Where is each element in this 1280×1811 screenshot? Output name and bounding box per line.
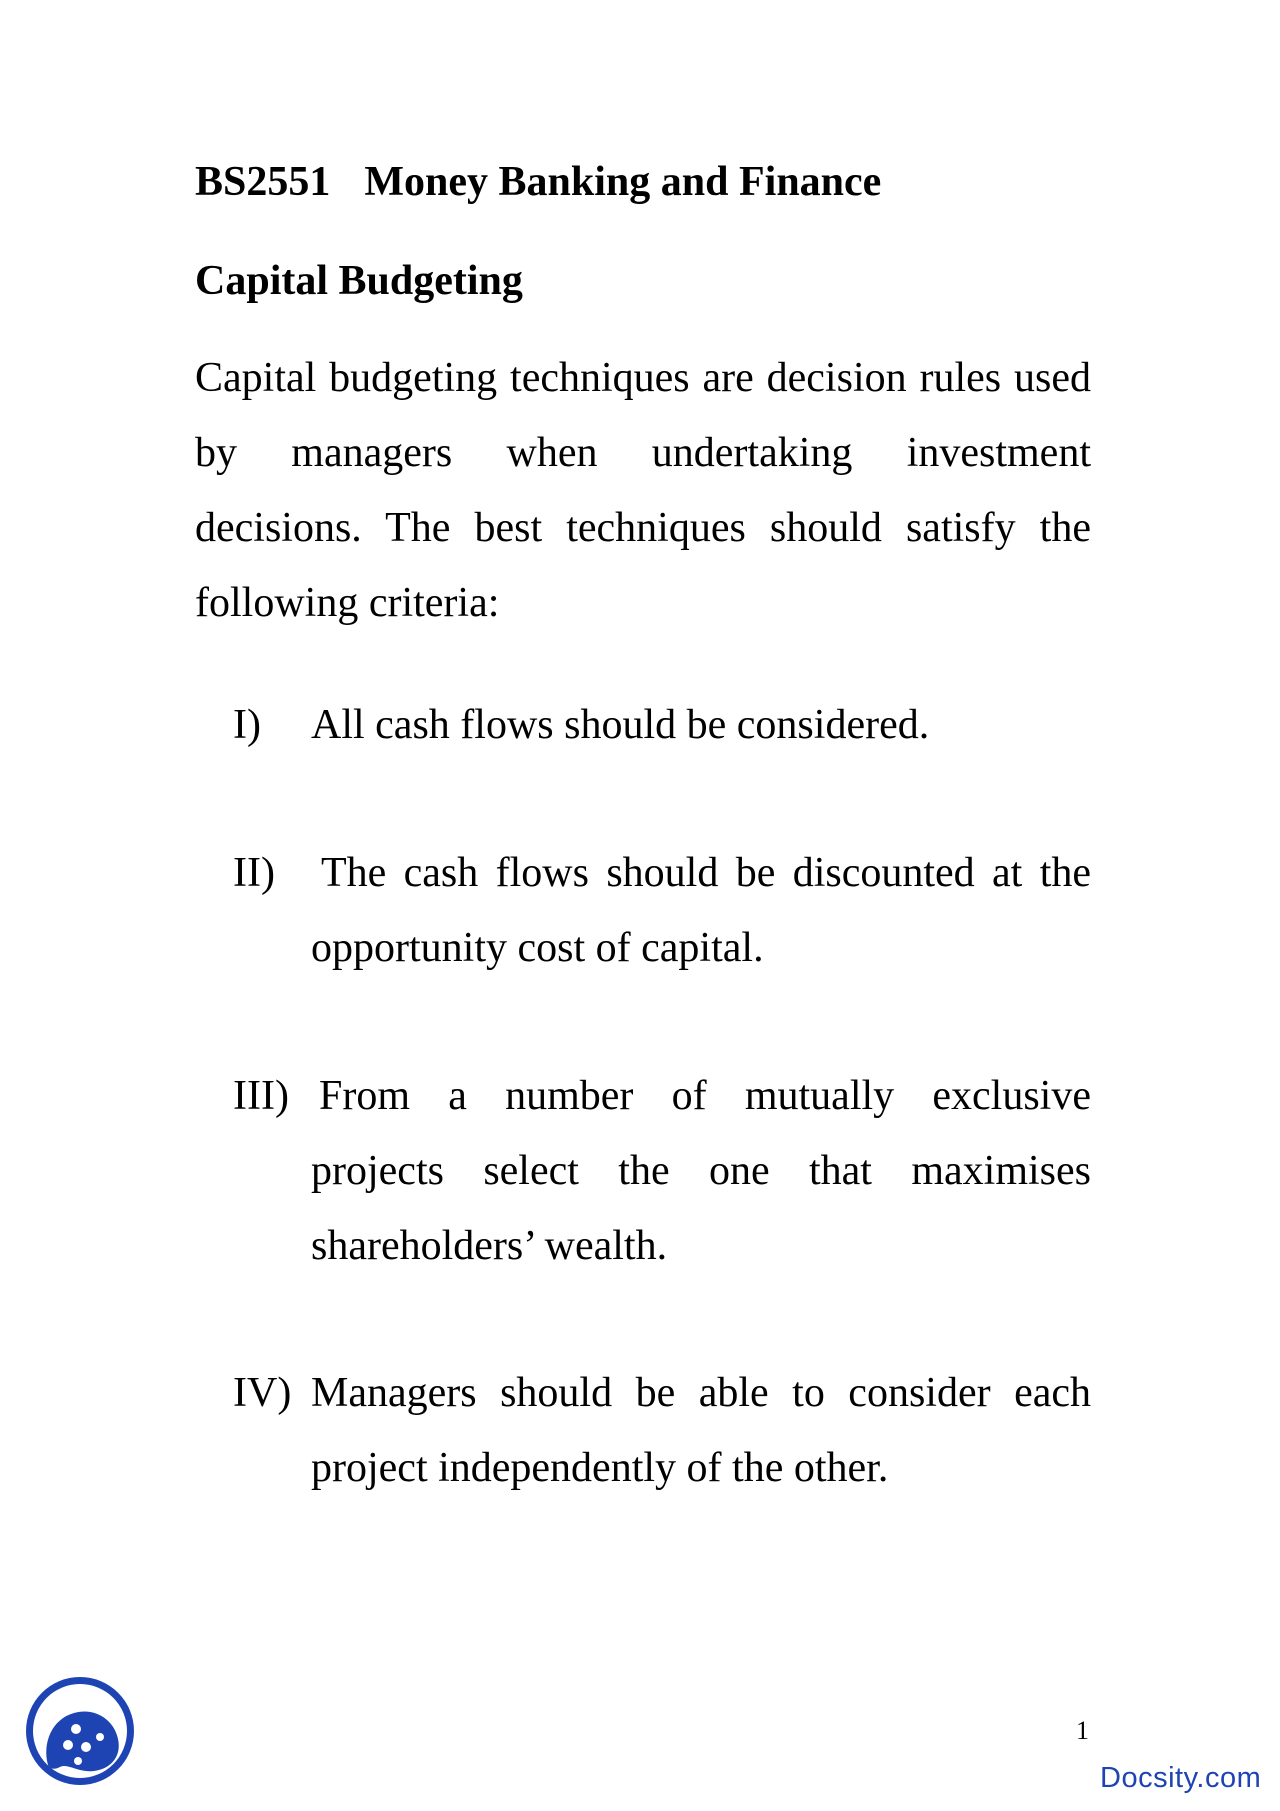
page-number: 1: [1076, 1716, 1089, 1745]
criteria-text: The cash flows should be discounted at the opportunity cost of capital.: [311, 850, 1091, 971]
section-title: Capital Budgeting: [195, 258, 523, 304]
criteria-text: Managers should be able to consider each project independently of the other.: [311, 1370, 1091, 1491]
course-heading: [195, 158, 881, 206]
course-code: BS2551: [195, 159, 331, 205]
criteria-item: [233, 1059, 1091, 1284]
criteria-number: III): [233, 1073, 289, 1119]
criteria-text: All cash flows should be considered.: [311, 702, 930, 748]
criteria-number: I): [233, 702, 261, 748]
criteria-number: IV): [233, 1370, 292, 1416]
docsity-brand-link[interactable]: Docsity.com: [1100, 1762, 1262, 1794]
criteria-text: From a number of mutually exclusive projects select the one that maximises shareholders’ wealth.: [311, 1073, 1091, 1269]
criteria-item: [233, 836, 1091, 986]
criteria-item: [233, 1356, 1091, 1506]
docsity-logo-icon: [24, 1673, 136, 1789]
course-title: Money Banking and Finance: [364, 159, 882, 205]
criteria-item: [233, 688, 1091, 763]
intro-paragraph: Capital budgeting techniques are decision rules used by managers when undertaking investment decisions. The best techniques should satisfy the following criteria:: [195, 355, 1091, 626]
criteria-number: II): [233, 850, 275, 896]
